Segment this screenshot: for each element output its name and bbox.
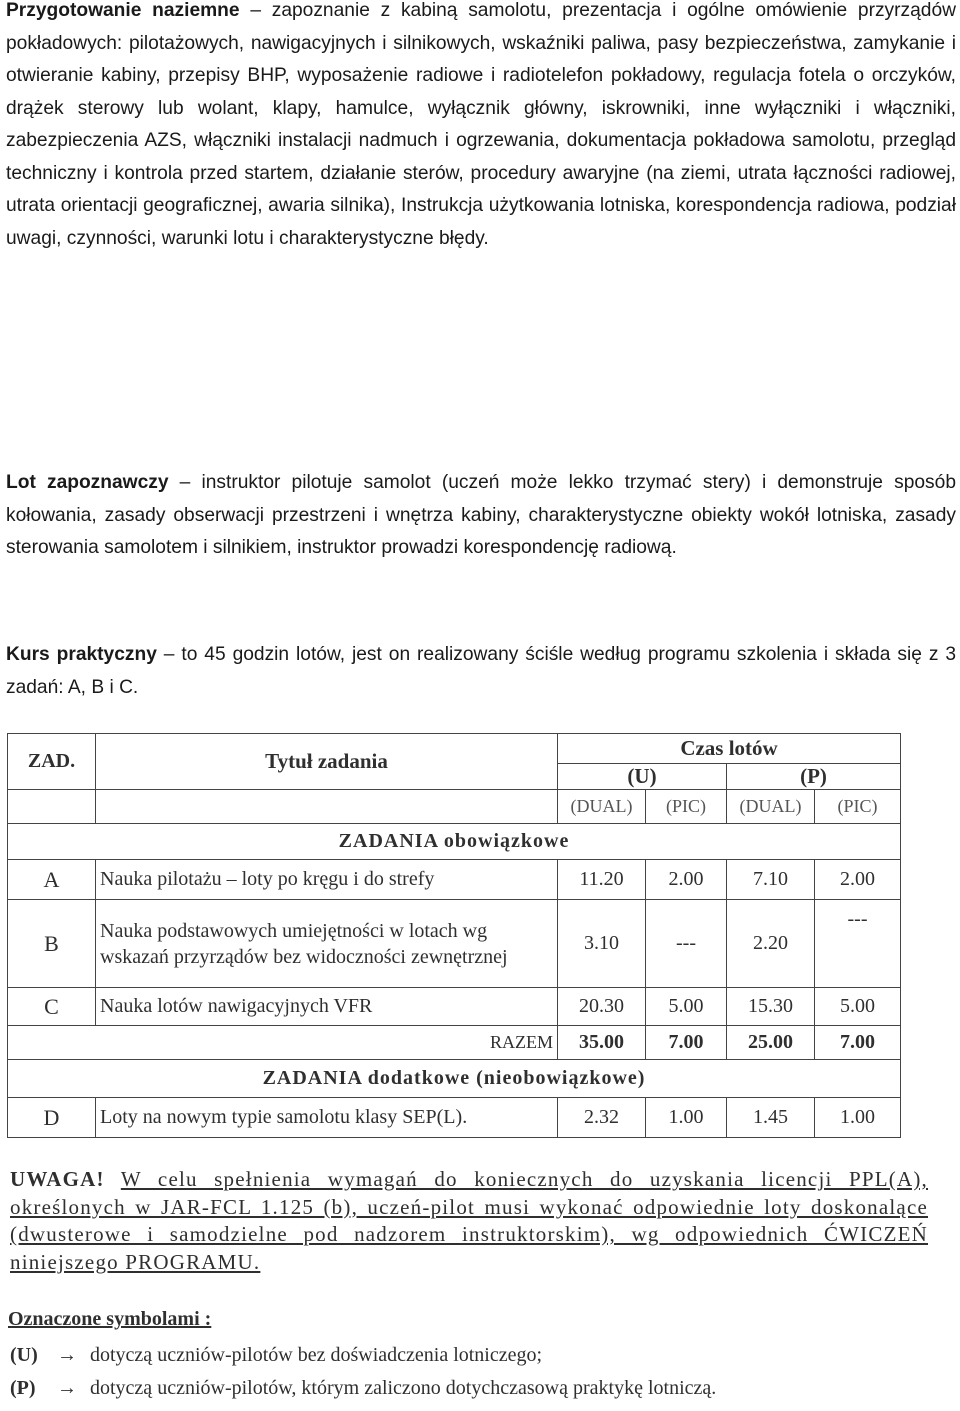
- p-dual-value: 1.45: [727, 1098, 815, 1138]
- warning-heading: UWAGA!: [10, 1167, 105, 1191]
- header-flight-time: Czas lotów: [558, 734, 901, 764]
- total-u-pic: 7.00: [646, 1026, 727, 1060]
- header-task-title: Tytuł zadania: [96, 734, 558, 790]
- paragraph-text: – instruktor pilotuje samolot (uczeń może lekko trzymać stery) i demonstruje sposób kołowania, zasady obserwacji przestrzeni i wnętrza kabiny, charakterystyczne obiekty wokół lotniska, zasady sterowania samolotem i silnikiem, instruktor prowadzi korespondencję radiową.: [6, 472, 956, 558]
- total-label: RAZEM: [8, 1026, 558, 1060]
- section-extra: ZADANIA dodatkowe (nieobowiązkowe): [8, 1060, 901, 1098]
- total-u-dual: 35.00: [558, 1026, 646, 1060]
- header-zad: ZAD.: [8, 734, 96, 790]
- header-u: (U): [558, 764, 727, 790]
- header-p-dual: (DUAL): [727, 790, 815, 824]
- u-dual-value: 11.20: [558, 860, 646, 900]
- warning-note: [10, 1166, 928, 1276]
- section-row: [8, 1060, 901, 1098]
- p-pic-value: 5.00: [815, 988, 901, 1026]
- task-letter: C: [8, 988, 96, 1026]
- total-row: [8, 1026, 901, 1060]
- header-u-dual: (DUAL): [558, 790, 646, 824]
- table-row: [8, 1098, 901, 1138]
- paragraph-introductory-flight: [6, 467, 956, 565]
- paragraph-heading: Kurs praktyczny: [6, 644, 157, 665]
- header-u-pic: (PIC): [646, 790, 727, 824]
- paragraph-text: – to 45 godzin lotów, jest on realizowany ściśle według programu szkolenia i składa się z 3 zadań: A, B i C.: [6, 644, 956, 698]
- table-header-row: [8, 734, 901, 764]
- total-p-dual: 25.00: [727, 1026, 815, 1060]
- p-pic-value: 1.00: [815, 1098, 901, 1138]
- u-dual-value: 20.30: [558, 988, 646, 1026]
- task-letter: A: [8, 860, 96, 900]
- u-pic-value: 1.00: [646, 1098, 727, 1138]
- symbol-legend-item: [10, 1377, 716, 1400]
- u-pic-value: 2.00: [646, 860, 727, 900]
- symbol-key: (P): [10, 1377, 36, 1399]
- section-row: [8, 824, 901, 860]
- table-row: [8, 988, 901, 1026]
- paragraph-heading: Lot zapoznawczy: [6, 472, 169, 493]
- arrow-right-icon: →: [57, 1377, 77, 1399]
- task-title: Nauka pilotażu – loty po kręgu i do strefy: [96, 860, 558, 900]
- symbol-description: dotyczą uczniów-pilotów bez doświadczenia lotniczego;: [90, 1344, 543, 1366]
- p-dual-value: 2.20: [727, 900, 815, 988]
- p-dual-value: 15.30: [727, 988, 815, 1026]
- flight-tasks-table: [7, 733, 901, 1138]
- p-pic-value: 2.00: [815, 860, 901, 900]
- task-title: Nauka lotów nawigacyjnych VFR: [96, 988, 558, 1026]
- task-title: Nauka podstawowych umiejętności w lotach wg wskazań przyrządów bez widoczności zewnętrznej: [96, 900, 558, 988]
- paragraph-heading: Przygotowanie naziemne: [6, 0, 240, 21]
- arrow-right-icon: →: [57, 1344, 77, 1366]
- paragraph-ground-preparation: [6, 0, 956, 255]
- symbol-key: (U): [10, 1344, 38, 1366]
- warning-body: W celu spełnienia wymagań do koniecznych do uzyskania licencji PPL(A), określonych w JAR-FCL 1.125 (b), uczeń-pilot musi wykonać odpowiednie loty doskonalące (dwusterowe i samodzielne pod nadzorem instruktorskim), wg odpowiednich ĆWICZEŃ niniejszego PROGRAMU.: [10, 1167, 928, 1274]
- header-p: (P): [727, 764, 901, 790]
- table-row: [8, 860, 901, 900]
- u-dual-value: 3.10: [558, 900, 646, 988]
- paragraph-practical-course: [6, 639, 956, 704]
- u-pic-value: 5.00: [646, 988, 727, 1026]
- u-pic-value: ---: [646, 900, 727, 988]
- section-mandatory: ZADANIA obowiązkowe: [8, 824, 901, 860]
- symbols-heading: Oznaczone symbolami :: [8, 1308, 212, 1330]
- table-row: [8, 900, 901, 988]
- task-letter: D: [8, 1098, 96, 1138]
- task-letter: B: [8, 900, 96, 988]
- header-p-pic: (PIC): [815, 790, 901, 824]
- p-pic-value: ---: [815, 900, 901, 988]
- p-dual-value: 7.10: [727, 860, 815, 900]
- table-header-row: [8, 790, 901, 824]
- total-p-pic: 7.00: [815, 1026, 901, 1060]
- task-title: Loty na nowym typie samolotu klasy SEP(L).: [96, 1098, 558, 1138]
- u-dual-value: 2.32: [558, 1098, 646, 1138]
- symbol-legend-item: [10, 1344, 542, 1367]
- symbol-description: dotyczą uczniów-pilotów, którym zaliczono dotychczasową praktykę lotniczą.: [90, 1377, 717, 1399]
- paragraph-text: – zapoznanie z kabiną samolotu, prezentacja i ogólne omówienie przyrządów pokładowych: pilotażowych, nawigacyjnych i silnikowych, wskaźniki paliwa, pasy bezpieczeństwa, zamykanie i otwieranie kabiny, przepisy BHP, wyposażenie radiowe i radiotelefon pokładowy, regulacja fotela o orczyków, drążek sterowy lub wolant, klapy, hamulce, wyłącznik główny, iskrowniki, inne wyłączniki i włączniki, zabezpieczenia AZS, włączniki instalacji nadmuch i ogrzewania, dokumentacja pokładowa samolotu, przegląd techniczny i kontrola przed startem, działanie sterów, procedury awaryjne (na ziemi, utrata łączności radiowej, utrata orientacji geograficznej, awaria silnika), Instrukcja użytkowania lotniska, korespondencja radiowa, podział uwagi, czynności, warunki lotu i charakterystyczne błędy.: [6, 0, 956, 249]
